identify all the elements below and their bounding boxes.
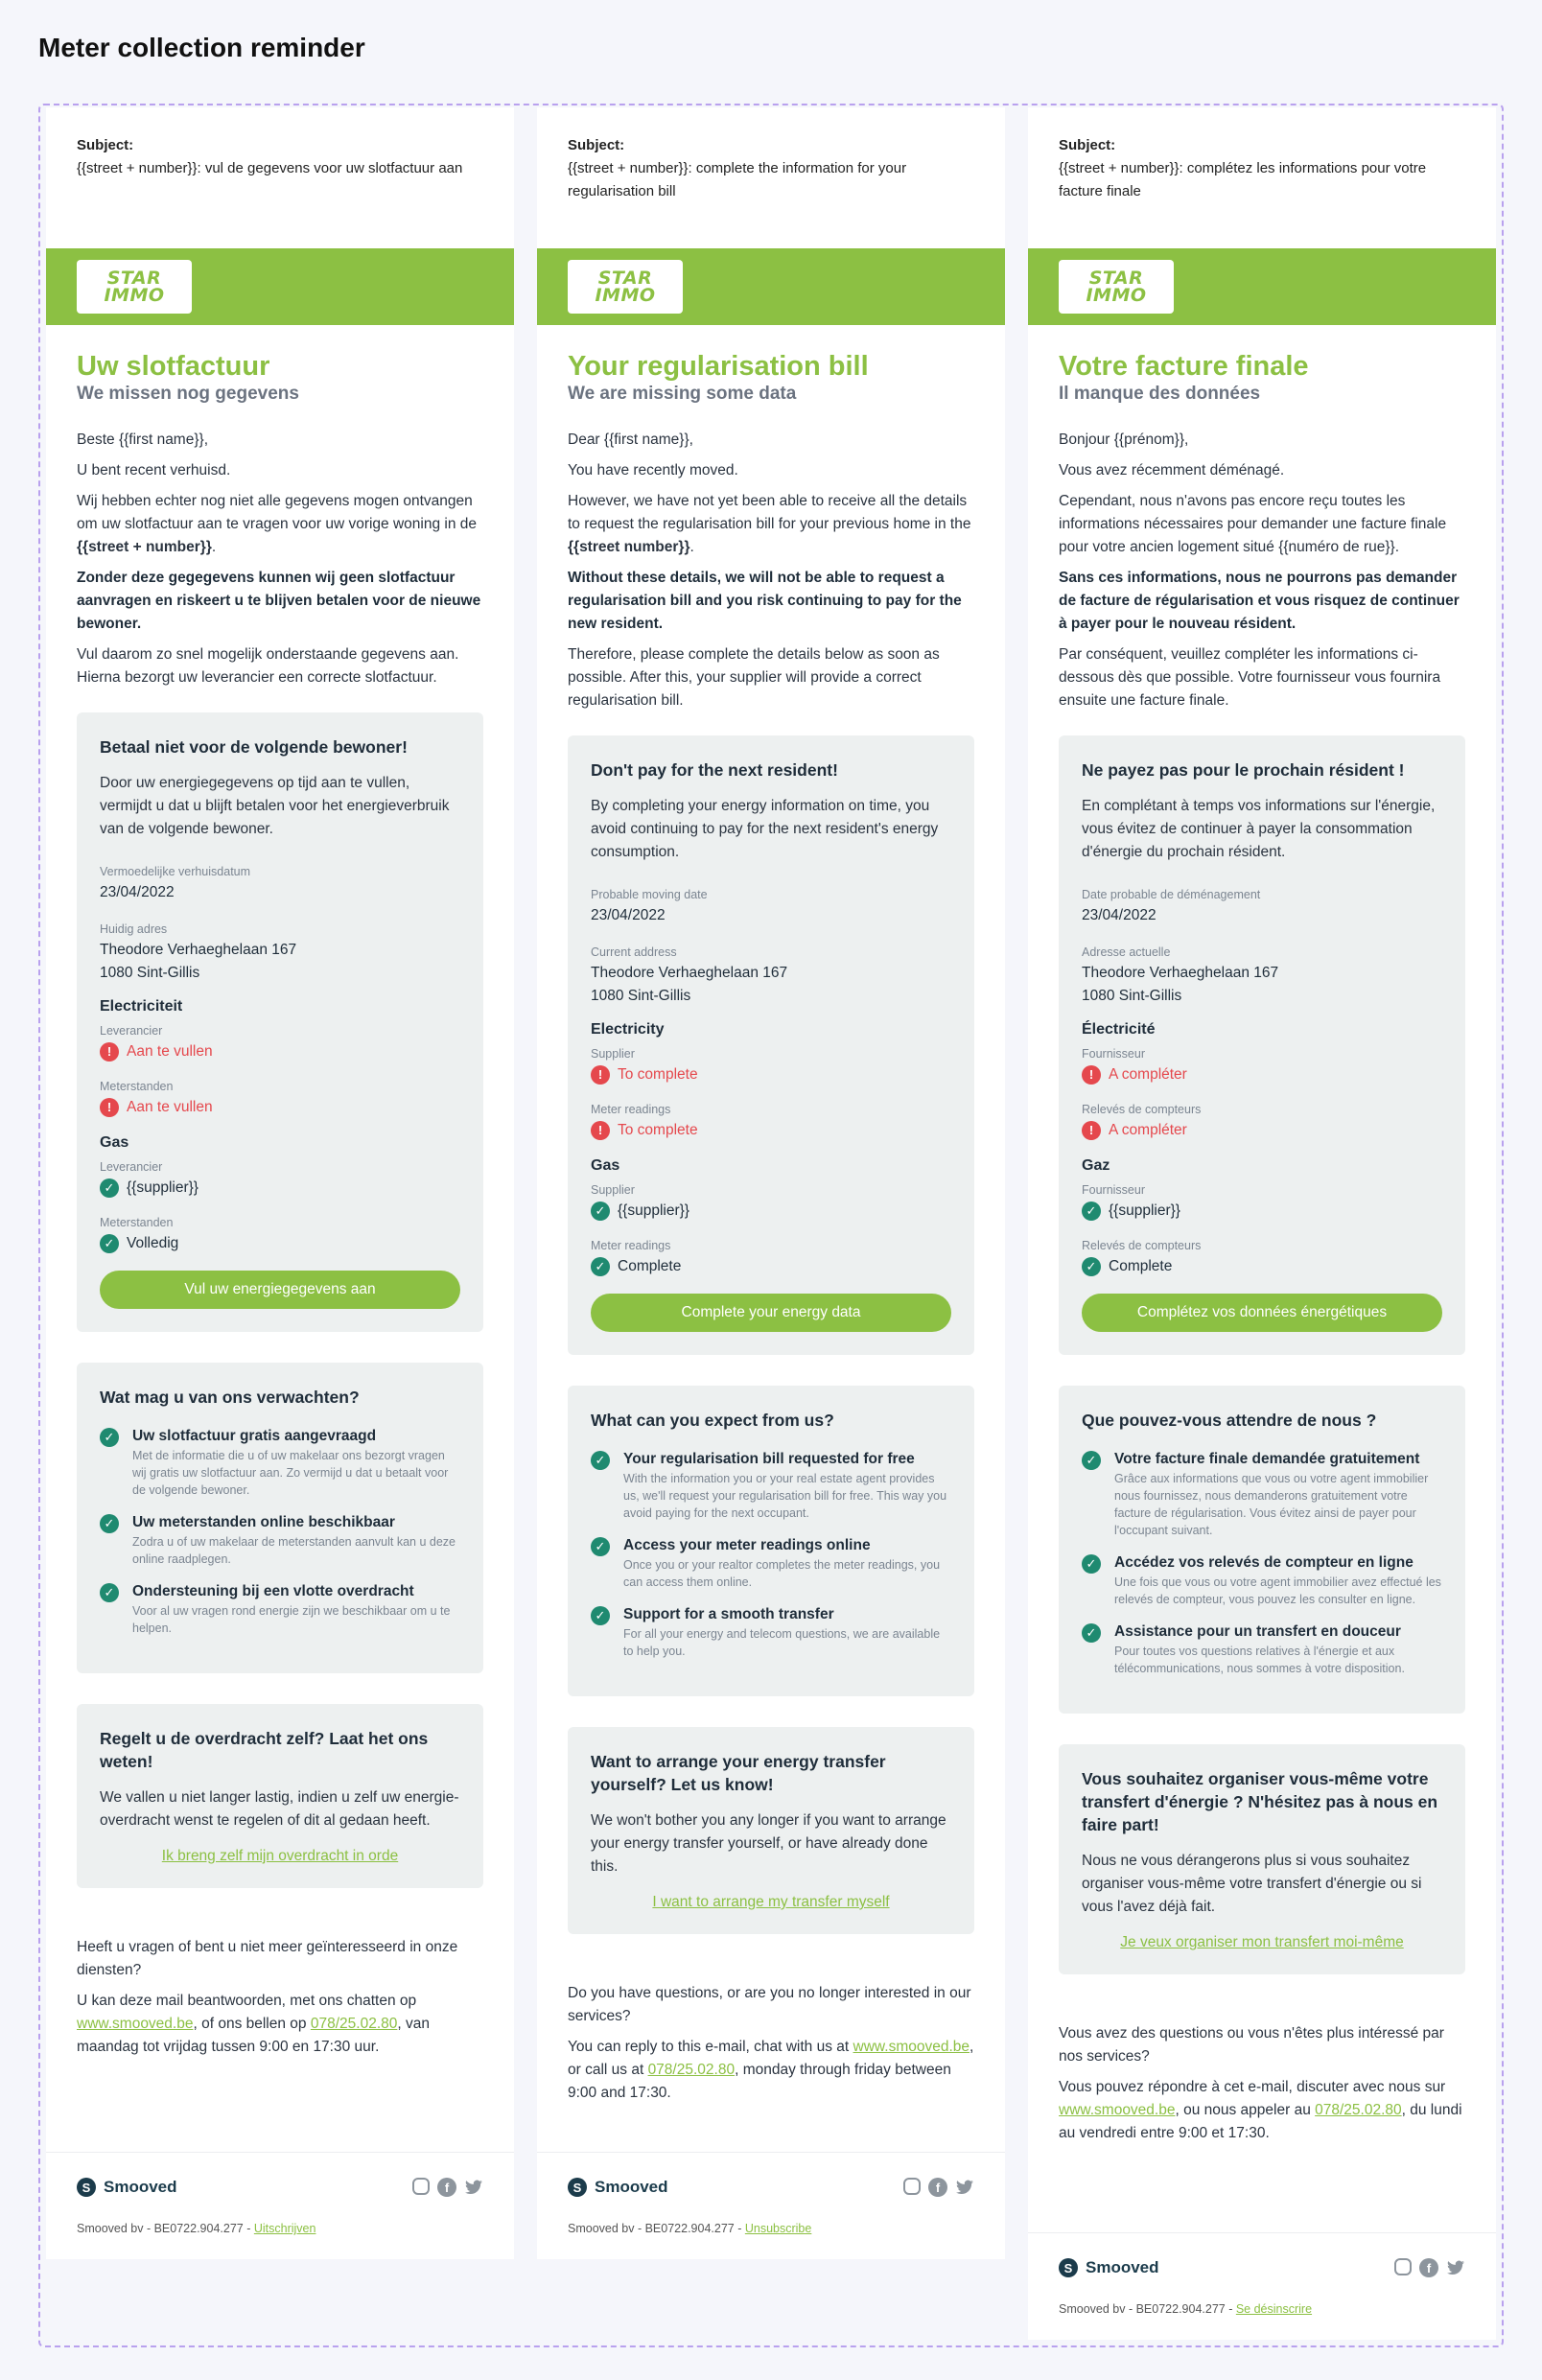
expectation-description: Voor al uw vragen rond energie zijn we beschikbaar om u te helpen. [132, 1604, 451, 1635]
check-icon: ✓ [591, 1537, 610, 1556]
phone-link[interactable]: 078/25.02.80 [1315, 2102, 1402, 2118]
social-links [412, 2178, 483, 2197]
star-immo-logo [1059, 260, 1174, 314]
email-footer [1028, 2232, 1496, 2340]
energy-data-card [1059, 735, 1465, 1355]
expectations-title: Que pouvez-vous attendre de nous ? [1082, 1411, 1377, 1430]
expectation-description: Grâce aux informations que vous ou votre agent immobilier nous fournissez, nous demanderons gratuitement votre facture de régularisation. Vous évitez ainsi de payer pour l'occupant suivant. [1114, 1472, 1429, 1537]
address-line-2: 1080 Sint-Gillis [100, 965, 200, 981]
self-transfer-link[interactable]: Ik breng zelf mijn overdracht in orde [161, 1848, 399, 1864]
subject-text: {{street + number}}: complétez les informations pour votre facture finale [1059, 160, 1427, 199]
gas-meter-status [100, 1232, 460, 1255]
contact-answer [568, 2036, 974, 2105]
logo-line-1: STAR [106, 268, 162, 289]
status-text: A compléter [1109, 1066, 1187, 1083]
expectation-title: Assistance pour un transfert en douceur [1114, 1623, 1401, 1640]
status-text: Complete [1109, 1258, 1173, 1274]
elec-supplier-status [591, 1063, 951, 1086]
electricity-heading: Electricity [591, 1021, 665, 1038]
contact-text: , of ons bellen op [193, 2016, 311, 2032]
complete-energy-data-button[interactable]: Complétez vos données énergétiques [1082, 1294, 1442, 1332]
check-icon: ✓ [100, 1428, 119, 1447]
email-footer [537, 2152, 1005, 2259]
self-transfer-text: We won't bother you any longer if you want to arrange your energy transfer yourself, or have already done this. [591, 1812, 946, 1875]
card-title: Don't pay for the next resident! [591, 760, 838, 780]
gas-meter-label: Meterstanden [100, 1216, 174, 1229]
email-title: Your regularisation bill [568, 351, 869, 382]
contact-section [1028, 2022, 1496, 2145]
gas-supplier-status [1082, 1200, 1442, 1223]
moving-date-value: 23/04/2022 [1082, 907, 1156, 923]
smooved-icon: S [1059, 2258, 1078, 2277]
contact-answer [77, 1990, 483, 2059]
moving-date-label: Vermoedelijke verhuisdatum [100, 865, 251, 878]
expectation-title: Ondersteuning bij een vlotte overdracht [132, 1583, 414, 1599]
alert-icon: ! [591, 1121, 610, 1140]
contact-question: Vous avez des questions ou vous n'êtes plus intéressé par nos services? [1059, 2025, 1444, 2065]
contact-question: Do you have questions, or are you no longer interested in our services? [568, 1985, 971, 2024]
moving-date-value: 23/04/2022 [100, 884, 175, 900]
electricity-heading: Electriciteit [100, 998, 183, 1015]
gas-supplier-status [591, 1200, 951, 1223]
phone-link[interactable]: 078/25.02.80 [310, 2016, 398, 2032]
subject-label: Subject: [568, 137, 625, 153]
page-title: Meter collection reminder [38, 33, 365, 62]
subject-text: {{street + number}}: vul de gegevens voor uw slotfactuur aan [77, 160, 463, 176]
unsubscribe-link[interactable]: Unsubscribe [744, 2222, 812, 2235]
expectations-title: What can you expect from us? [591, 1411, 834, 1430]
expectation-title: Accédez vos relevés de compteur en ligne [1114, 1554, 1414, 1571]
address-line-1: Theodore Verhaeghelaan 167 [1082, 965, 1279, 981]
gas-meter-label: Relevés de compteurs [1082, 1239, 1202, 1252]
expectations-card [77, 1363, 483, 1673]
email-subject [1028, 107, 1496, 248]
address-value [100, 939, 460, 985]
elec-meter-label: Meter readings [591, 1103, 671, 1116]
alert-icon: ! [100, 1042, 119, 1062]
moving-date-label: Probable moving date [591, 888, 708, 901]
facebook-icon[interactable]: f [437, 2178, 456, 2197]
contact-text: , or call us at [568, 2039, 974, 2078]
elec-supplier-label: Leverancier [100, 1024, 163, 1038]
check-icon: ✓ [100, 1234, 119, 1253]
email-preview [1028, 107, 1496, 2340]
logo-line-1: STAR [1088, 268, 1144, 289]
subject-text: {{street + number}}: complete the information for your regularisation bill [568, 160, 907, 199]
contact-text: , ou nous appeler au [1175, 2102, 1316, 2118]
contact-text: Vous pouvez répondre à cet e-mail, discuter avec nous sur [1059, 2079, 1446, 2095]
gas-heading: Gas [100, 1134, 129, 1151]
gas-meter-status [1082, 1255, 1442, 1278]
contact-text: , monday through friday between 9:00 and 17:30. [568, 2062, 951, 2101]
action-paragraph: Vul daarom zo snel mogelijk onderstaande gegevens aan. Hierna bezorgt uw leverancier een correcte slotfactuur. [77, 646, 459, 686]
email-title: Votre facture finale [1059, 351, 1309, 382]
greeting: Bonjour {{prénom}}, [1059, 432, 1189, 448]
status-text: {{supplier}} [1109, 1202, 1180, 1219]
contact-question: Heeft u vragen of bent u niet meer geïnteresseerd in onze diensten? [77, 1939, 458, 1978]
check-icon: ✓ [1082, 1202, 1101, 1221]
address-placeholder: {{street number}} [568, 539, 690, 555]
action-paragraph: Therefore, please complete the details below as soon as possible. After this, your supplier will provide a correct regularisation bill. [568, 646, 940, 709]
status-text: To complete [618, 1066, 698, 1083]
self-transfer-title: Vous souhaitez organiser vous-même votre transfert d'énergie ? N'hésitez pas à nous en faire part! [1082, 1769, 1438, 1834]
expectation-title: Support for a smooth transfer [623, 1606, 834, 1622]
expectation-title: Votre facture finale demandée gratuitement [1114, 1451, 1420, 1467]
energy-data-card [77, 712, 483, 1332]
status-text: Volledig [127, 1235, 179, 1251]
gas-heading: Gas [591, 1157, 620, 1174]
details-paragraph [77, 490, 483, 559]
expectation-description: Zodra u of uw makelaar de meterstanden aanvult kan u deze online raadplegen. [132, 1535, 456, 1566]
self-transfer-card [77, 1704, 483, 1888]
expectation-item [591, 1449, 951, 1522]
logo-line-1: STAR [597, 268, 653, 289]
expectation-item [591, 1604, 951, 1660]
header-banner [537, 248, 1005, 325]
expectation-title: Uw slotfactuur gratis aangevraagd [132, 1428, 377, 1444]
phone-link[interactable]: 078/25.02.80 [647, 2062, 736, 2078]
website-link[interactable]: www.smooved.be [1059, 2102, 1176, 2118]
facebook-icon[interactable]: f [928, 2178, 947, 2197]
expectations-title: Wat mag u van ons verwachten? [100, 1388, 360, 1407]
elec-supplier-label: Supplier [591, 1047, 635, 1061]
complete-energy-data-button[interactable]: Complete your energy data [591, 1294, 951, 1332]
status-text: {{supplier}} [127, 1179, 199, 1196]
check-icon: ✓ [1082, 1554, 1101, 1574]
company-info: Smooved bv - BE0722.904.277 - [1059, 2302, 1236, 2316]
expectation-item [100, 1512, 460, 1568]
intro-paragraph: You have recently moved. [568, 462, 738, 478]
subject-label: Subject: [77, 137, 134, 153]
elec-meter-status [591, 1119, 951, 1142]
expectation-description: Met de informatie die u of uw makelaar ons bezorgt vragen wij gratis uw slotfactuur aan. Zo vermijd u dat u betaalt voor de volgende bewoner. [132, 1449, 449, 1497]
legal-line [568, 2222, 811, 2235]
twitter-icon[interactable] [464, 2178, 483, 2197]
address-value [1082, 962, 1442, 1008]
address-value [591, 962, 951, 1008]
warning-paragraph: Sans ces informations, nous ne pourrons pas demander de facture de régularisation et vous risquez de continuer à payer pour le nouveau résident. [1059, 570, 1460, 632]
address-label: Adresse actuelle [1082, 945, 1171, 959]
facebook-icon[interactable]: f [1419, 2258, 1438, 2277]
logo-line-2: IMMO [104, 285, 165, 306]
address-placeholder: {{street + number}} [77, 539, 212, 555]
details-end: . [689, 539, 694, 555]
alert-icon: ! [1082, 1121, 1101, 1140]
details-text: However, we have not yet been able to receive all the details to request the regularisation bill for your previous home in the [568, 493, 971, 532]
complete-energy-data-button[interactable]: Vul uw energiegegevens aan [100, 1271, 460, 1309]
self-transfer-card [568, 1727, 974, 1934]
company-info: Smooved bv - BE0722.904.277 - [568, 2222, 745, 2235]
check-icon: ✓ [100, 1583, 119, 1602]
address-line-2: 1080 Sint-Gillis [1082, 988, 1182, 1004]
greeting: Beste {{first name}}, [77, 432, 209, 448]
status-text: Aan te vullen [127, 1099, 213, 1115]
expectations-card [568, 1386, 974, 1696]
elec-meter-label: Relevés de compteurs [1082, 1103, 1202, 1116]
card-text: Door uw energiegegevens op tijd aan te vullen, vermijdt u dat u blijft betalen voor het energieverbruik van de volgende bewoner. [100, 775, 450, 837]
header-banner [1028, 248, 1496, 325]
details-end: . [211, 539, 217, 555]
gas-supplier-label: Leverancier [100, 1160, 163, 1174]
self-transfer-card [1059, 1744, 1465, 1974]
star-immo-logo [77, 260, 192, 314]
company-info: Smooved bv - BE0722.904.277 - [77, 2222, 254, 2235]
gas-meter-label: Meter readings [591, 1239, 671, 1252]
email-subject [537, 107, 1005, 248]
address-line-1: Theodore Verhaeghelaan 167 [100, 942, 297, 958]
unsubscribe-link[interactable]: Uitschrijven [253, 2222, 316, 2235]
self-transfer-text: We vallen u niet langer lastig, indien u zelf uw energie-overdracht wenst te regelen of dit al gedaan heeft. [100, 1789, 459, 1829]
star-immo-logo [568, 260, 683, 314]
gas-supplier-label: Supplier [591, 1183, 635, 1197]
status-text: Aan te vullen [127, 1043, 213, 1060]
elec-supplier-label: Fournisseur [1082, 1047, 1145, 1061]
address-label: Current address [591, 945, 677, 959]
alert-icon: ! [1082, 1065, 1101, 1085]
details-text: Cependant, nous n'avons pas encore reçu toutes les informations nécessaires pour demander une facture finale pour votre ancien logement situé {{numéro de rue}}. [1059, 493, 1447, 555]
address-label: Huidig adres [100, 922, 168, 936]
expectation-item [100, 1581, 460, 1637]
twitter-icon[interactable] [1446, 2258, 1465, 2277]
logo-line-2: IMMO [1086, 285, 1147, 306]
contact-answer [1059, 2076, 1465, 2145]
check-icon: ✓ [1082, 1451, 1101, 1470]
logo-line-2: IMMO [595, 285, 656, 306]
gas-supplier-label: Fournisseur [1082, 1183, 1145, 1197]
email-subtitle: We are missing some data [568, 384, 797, 404]
self-transfer-title: Want to arrange your energy transfer yourself? Let us know! [591, 1752, 886, 1794]
intro-paragraph: Vous avez récemment déménagé. [1059, 462, 1285, 478]
electricity-heading: Électricité [1082, 1021, 1156, 1038]
header-banner [46, 248, 514, 325]
expectation-title: Uw meterstanden online beschikbaar [132, 1514, 395, 1530]
card-title: Betaal niet voor de volgende bewoner! [100, 737, 408, 757]
check-icon: ✓ [100, 1514, 119, 1533]
check-icon: ✓ [591, 1202, 610, 1221]
details-text: Wij hebben echter nog niet alle gegevens mogen ontvangen om uw slotfactuur aan te vragen voor uw vorige woning in de [77, 493, 478, 532]
website-link[interactable]: www.smooved.be [853, 2039, 970, 2055]
email-subject [46, 107, 514, 248]
contact-text: U kan deze mail beantwoorden, met ons chatten op [77, 1993, 417, 2009]
subject-label: Subject: [1059, 137, 1116, 153]
gas-supplier-status [100, 1177, 460, 1200]
intro-paragraph: U bent recent verhuisd. [77, 462, 231, 478]
status-text: A compléter [1109, 1122, 1187, 1138]
legal-line [77, 2222, 315, 2235]
elec-supplier-status [100, 1040, 460, 1063]
contact-section [46, 1936, 514, 2059]
action-paragraph: Par conséquent, veuillez compléter les informations ci-dessous dès que possible. Votre fournisseur vous fournira ensuite une facture finale. [1059, 646, 1441, 709]
check-icon: ✓ [1082, 1257, 1101, 1276]
alert-icon: ! [591, 1065, 610, 1085]
elec-supplier-status [1082, 1063, 1442, 1086]
self-transfer-link[interactable]: Je veux organiser mon transfert moi-même [1120, 1934, 1404, 1950]
check-icon: ✓ [1082, 1623, 1101, 1643]
warning-paragraph: Zonder deze gegegevens kunnen wij geen slotfactuur aanvragen en riskeert u te blijven betalen voor de nieuwe bewoner. [77, 570, 481, 632]
elec-meter-label: Meterstanden [100, 1080, 174, 1093]
email-preview [46, 107, 514, 2259]
instagram-icon[interactable] [903, 2178, 921, 2195]
instagram-icon[interactable] [1394, 2258, 1412, 2275]
self-transfer-text: Nous ne vous dérangerons plus si vous souhaitez organiser vous-même votre transfert d'énergie ou si vous l'avez déjà fait. [1082, 1853, 1422, 1915]
email-subtitle: We missen nog gegevens [77, 384, 299, 404]
website-link[interactable]: www.smooved.be [77, 2016, 194, 2032]
card-text: By completing your energy information on time, you avoid continuing to pay for the next resident's energy consumption. [591, 798, 939, 860]
smooved-icon: S [568, 2178, 587, 2197]
address-line-1: Theodore Verhaeghelaan 167 [591, 965, 788, 981]
expectation-item [1082, 1449, 1442, 1539]
twitter-icon[interactable] [955, 2178, 974, 2197]
gas-heading: Gaz [1082, 1157, 1110, 1174]
check-icon: ✓ [591, 1606, 610, 1625]
brand-name: Smooved [1086, 2258, 1159, 2276]
brand-name: Smooved [595, 2178, 668, 2196]
contact-text: , du lundi au vendredi entre 9:00 et 17:30. [1059, 2102, 1462, 2141]
elec-meter-status [1082, 1119, 1442, 1142]
expectation-item [1082, 1552, 1442, 1608]
expectation-description: Once you or your realtor completes the meter readings, you can access them online. [623, 1558, 941, 1589]
details-paragraph [1059, 490, 1465, 559]
details-paragraph [568, 490, 974, 559]
brand-name: Smooved [104, 2178, 177, 2196]
status-text: To complete [618, 1122, 698, 1138]
contact-section [537, 1982, 1005, 2105]
contact-text: You can reply to this e-mail, chat with us at [568, 2039, 853, 2055]
check-icon: ✓ [591, 1257, 610, 1276]
email-preview [537, 107, 1005, 2259]
card-title: Ne payez pas pour le prochain résident ! [1082, 760, 1405, 780]
gas-meter-status [591, 1255, 951, 1278]
expectations-card [1059, 1386, 1465, 1714]
greeting: Dear {{first name}}, [568, 432, 693, 448]
moving-date-label: Date probable de déménagement [1082, 888, 1261, 901]
email-title: Uw slotfactuur [77, 351, 270, 382]
moving-date-value: 23/04/2022 [591, 907, 666, 923]
expectation-title: Your regularisation bill requested for free [623, 1451, 915, 1467]
energy-data-card [568, 735, 974, 1355]
smooved-icon: S [77, 2178, 96, 2197]
smooved-logo [77, 2178, 177, 2197]
self-transfer-title: Regelt u de overdracht zelf? Laat het ons weten! [100, 1729, 429, 1771]
expectation-description: Pour toutes vos questions relatives à l'énergie et aux télécommunications, nous sommes à votre disposition. [1114, 1645, 1405, 1675]
warning-paragraph: Without these details, we will not be able to request a regularisation bill and you risk continuing to pay for the new resident. [568, 570, 962, 632]
status-text: Complete [618, 1258, 682, 1274]
smooved-logo [1059, 2258, 1159, 2277]
expectation-item [1082, 1622, 1442, 1677]
expectation-title: Access your meter readings online [623, 1537, 871, 1553]
alert-icon: ! [100, 1098, 119, 1117]
expectation-item [100, 1426, 460, 1499]
email-footer [46, 2152, 514, 2259]
expectation-description: For all your energy and telecom questions, we are available to help you. [623, 1627, 941, 1658]
email-subtitle: Il manque des données [1059, 384, 1261, 404]
social-links [903, 2178, 974, 2197]
unsubscribe-link[interactable]: Se désinscrire [1235, 2302, 1313, 2316]
check-icon: ✓ [591, 1451, 610, 1470]
card-text: En complétant à temps vos informations sur l'énergie, vous évitez de continuer à payer la consommation d'énergie du prochain résident. [1082, 798, 1436, 860]
expectation-item [591, 1535, 951, 1591]
expectation-description: With the information you or your real estate agent provides us, we'll request your regularisation bill for free. This way you avoid paying for the next occupant. [623, 1472, 947, 1520]
social-links [1394, 2258, 1465, 2277]
self-transfer-link[interactable]: I want to arrange my transfer myself [652, 1894, 890, 1910]
smooved-logo [568, 2178, 668, 2197]
check-icon: ✓ [100, 1178, 119, 1198]
legal-line [1059, 2302, 1312, 2316]
address-line-2: 1080 Sint-Gillis [591, 988, 691, 1004]
elec-meter-status [100, 1096, 460, 1119]
expectation-description: Une fois que vous ou votre agent immobilier avez effectué les relevés de compteur, vous pouvez les consulter en ligne. [1114, 1575, 1441, 1606]
status-text: {{supplier}} [618, 1202, 689, 1219]
instagram-icon[interactable] [412, 2178, 430, 2195]
contact-text: , van maandag tot vrijdag tussen 9:00 en 17:30 uur. [77, 2016, 430, 2055]
